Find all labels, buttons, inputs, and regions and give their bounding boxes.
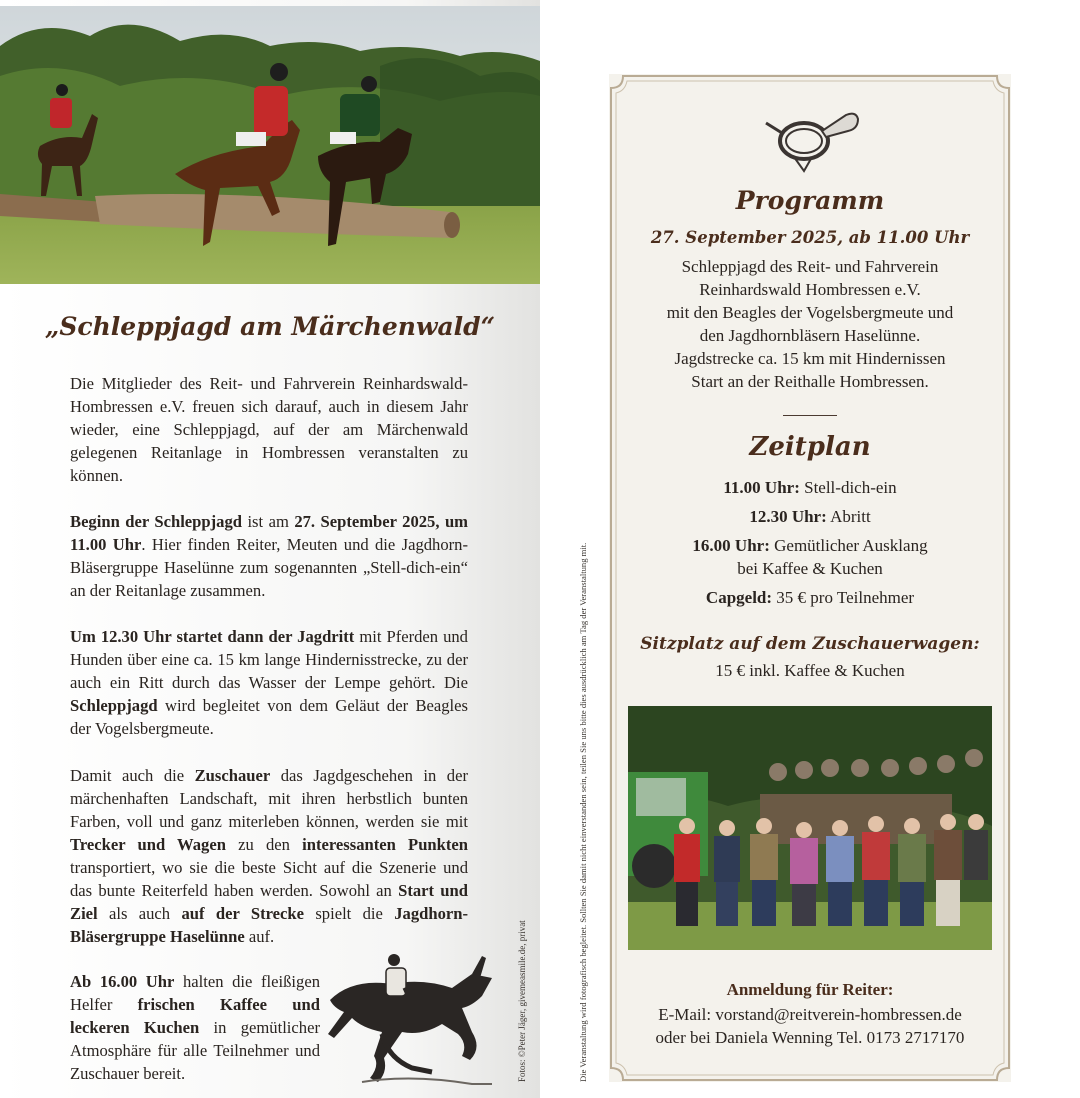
photo-credit: Fotos: ©Peter Jäger, givemeasmile.de, privat <box>517 920 527 1082</box>
spectators-wagon-photo <box>628 706 992 950</box>
program-line: Start an der Reithalle Hombressen. <box>691 372 929 391</box>
section-divider <box>783 415 837 416</box>
seat-heading: Sitzplatz auf dem Zuschauerwagen: <box>640 634 980 654</box>
start-paragraph: Beginn der Schleppjagd ist am 27. September 2025, um 11.00 Uhr. Hier finden Reiter, Meuten und die Jagdhorn-Bläsergruppe Haselünne zum sogenannten „Stell-dich-ein“ an der Reitanlage zusammen. <box>70 512 469 600</box>
registration-heading: Anmeldung für Reiter: <box>726 980 894 999</box>
registration-email: E-Mail: vorstand@reitverein-hombressen.de <box>658 1005 962 1024</box>
hunt-riders-photo <box>0 6 540 284</box>
galloping-rider-illustration <box>322 948 510 1090</box>
program-date: 27. September 2025, ab 11.00 Uhr <box>650 228 970 247</box>
schedule-item: 12.30 Uhr: Abritt <box>749 507 871 526</box>
photo-notice: Die Veranstaltung wird fotografisch begleitet. Sollten Sie damit nicht einverstanden sein, teilen Sie uns bitte dies ausdrücklich am Tag der Veranstaltung mit. <box>578 542 588 1082</box>
schedule-heading: Zeitplan <box>749 432 871 462</box>
program-line: Jagdstrecke ca. 15 km mit Hindernissen <box>674 349 946 368</box>
program-line: Reinhardswald Hombressen e.V. <box>699 280 921 299</box>
program-line: mit den Beagles der Vogelsbergmeute und <box>666 303 954 322</box>
schedule-item: 11.00 Uhr: Stell-dich-ein <box>723 478 897 497</box>
program-heading: Programm <box>735 186 885 215</box>
registration-phone: oder bei Daniela Wenning Tel. 0173 2717170 <box>655 1028 965 1047</box>
intro-paragraph: Die Mitglieder des Reit- und Fahrverein Reinhardswald-Hombressen e.V. freuen sich darauf, auch in diesem Jahr wieder, eine Schleppjagd, auf der am Märchenwald gelegenen Reitanlage in Hombressen veranstalten zu können. <box>70 374 468 485</box>
hunting-horn-icon <box>764 107 860 173</box>
seat-price: 15 € inkl. Kaffee & Kuchen <box>715 661 905 680</box>
refreshments-paragraph: Ab 16.00 Uhr halten die fleißigen Helfer frischen Kaffee und leckeren Kuchen in gemütlicher Atmosphäre für alle Teilnehmer und Zuschauer bereit. <box>70 972 320 1083</box>
schedule-item-continuation: bei Kaffee & Kuchen <box>737 559 883 578</box>
article-title: „Schleppjagd am Märchenwald“ <box>44 312 496 341</box>
cap-fee: Capgeld: 35 € pro Teilnehmer <box>705 588 915 607</box>
program-line: den Jagdhornbläsern Haselünne. <box>699 326 921 345</box>
program-line: Schleppjagd des Reit- und Fahrverein <box>681 257 939 276</box>
schedule-item: 16.00 Uhr: Gemütlicher Ausklang <box>692 536 928 555</box>
spectators-paragraph: Damit auch die Zuschauer das Jagdgeschehen in der märchenhaften Landschaft, mit ihren herbstlich bunten Farben, voll und ganz miterleben können, werden sie mit Trecker und Wagen zu den interessanten Punkten transportiert, wo sie die beste Sicht auf die Szenerie und das bunte Reiterfeld haben werden. Sowohl an Start und Ziel als auch auf der Strecke spielt die Jagdhorn-Bläsergruppe Haselünne auf. <box>70 766 469 946</box>
ride-paragraph: Um 12.30 Uhr startet dann der Jagdritt mit Pferden und Hunden über eine ca. 15 km lange Hindernisstrecke, zu der auch ein Ritt durch das Wasser der Lempe gehört. Die Schleppjagd wird begleitet von dem Geläut der Beagles der Vogelsbergmeute. <box>70 627 468 738</box>
